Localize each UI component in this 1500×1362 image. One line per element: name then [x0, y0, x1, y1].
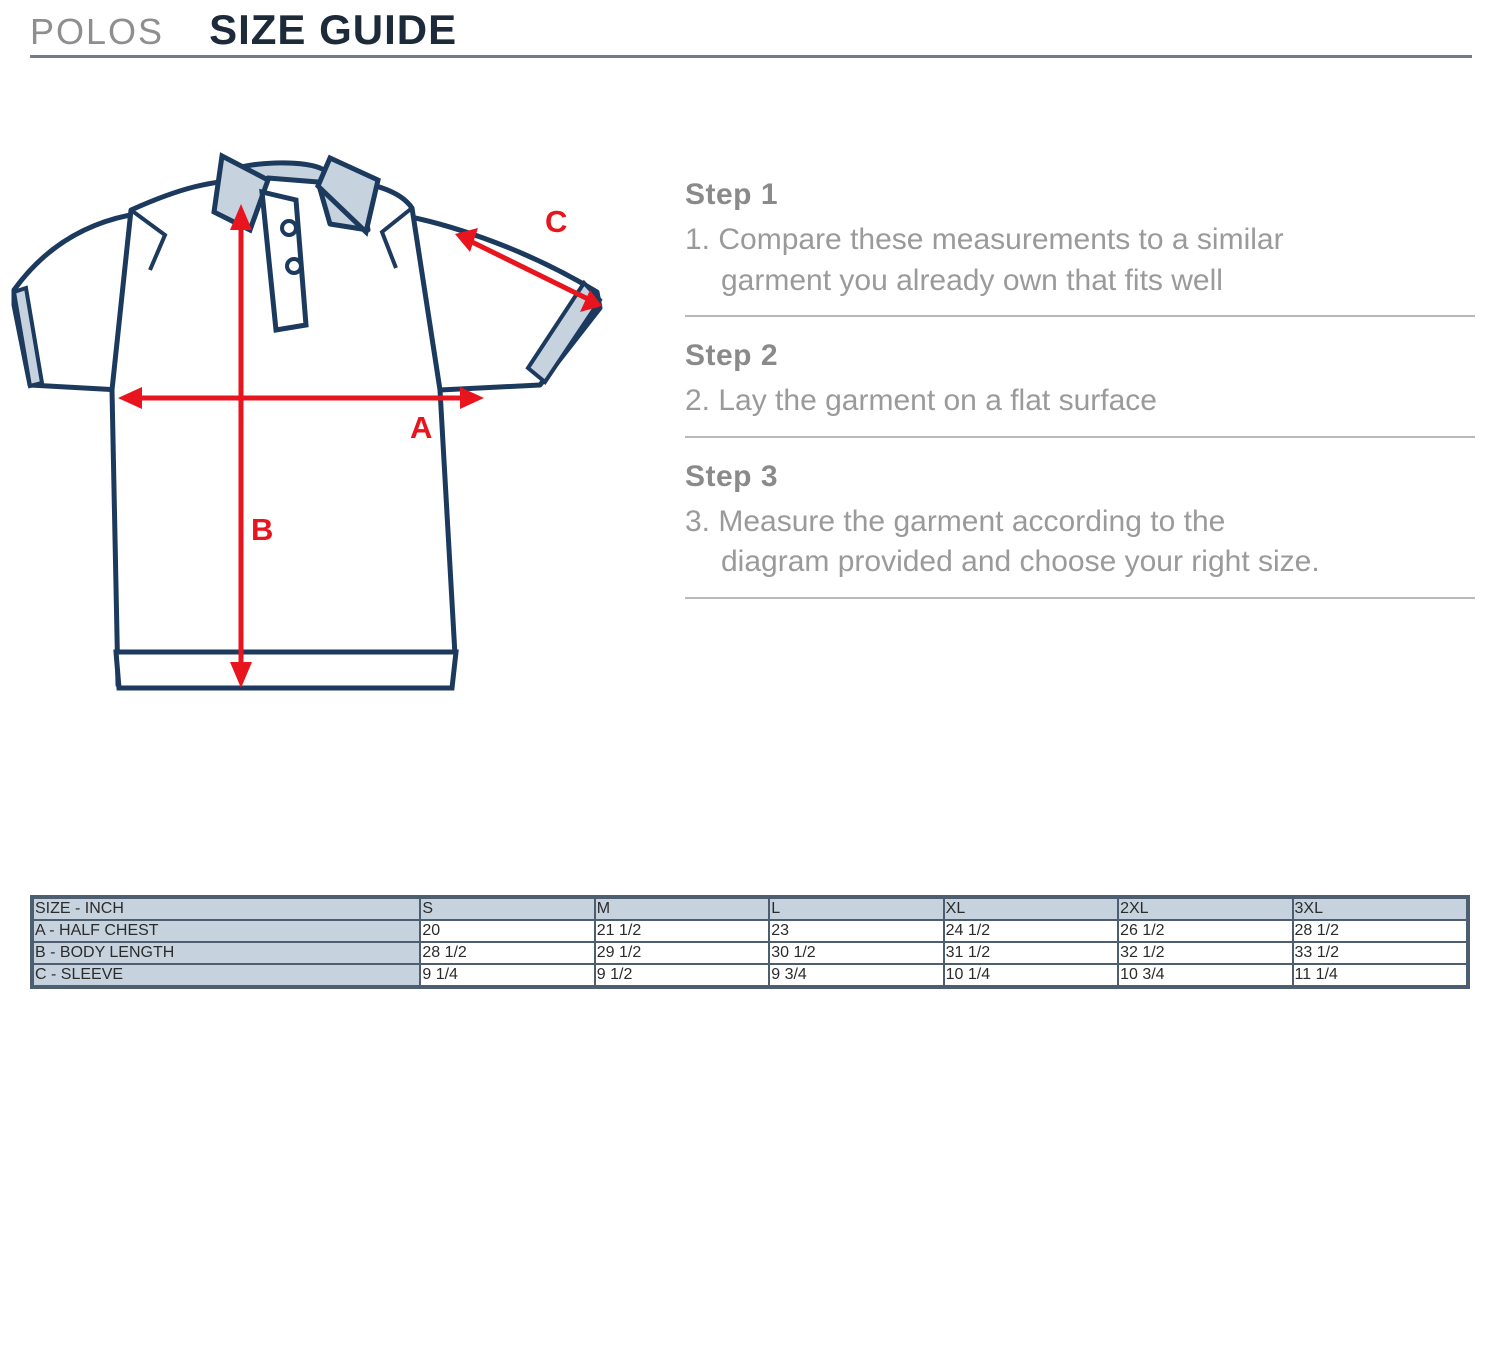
step-2 [685, 339, 1475, 438]
cell-half-chest-xl: 24 1/2 [944, 920, 1118, 942]
step-1-line-1: 1. Compare these measurements to a similar [685, 223, 1284, 256]
table-header-s: S [420, 898, 594, 920]
header-category: POLOS [30, 11, 165, 52]
button-top [282, 221, 296, 235]
header-divider [30, 55, 1472, 58]
row-label-body-length: B - BODY LENGTH [33, 942, 420, 964]
size-table [32, 897, 1468, 987]
cell-half-chest-l: 23 [769, 920, 943, 942]
table-header-row [33, 898, 1467, 920]
step-3-title: Step 3 [685, 459, 779, 493]
cell-sleeve-s: 9 1/4 [420, 964, 594, 986]
table-row [33, 942, 1467, 964]
step-2-line-1: 2. Lay the garment on a flat surface [685, 384, 1157, 417]
row-label-half-chest: A - HALF CHEST [33, 920, 420, 942]
cell-sleeve-m: 9 1/2 [595, 964, 769, 986]
size-table-wrapper [30, 895, 1470, 989]
measure-c-label: C [545, 204, 568, 239]
table-header-size-inch: SIZE - INCH [33, 898, 420, 920]
page-header [30, 6, 1470, 54]
cell-half-chest-3xl: 28 1/2 [1293, 920, 1467, 942]
cell-body-length-xl: 31 1/2 [944, 942, 1118, 964]
step-2-title: Step 2 [685, 339, 779, 372]
cell-body-length-s: 28 1/2 [420, 942, 594, 964]
step-2-text [685, 381, 1475, 422]
cell-half-chest-2xl: 26 1/2 [1118, 920, 1292, 942]
table-header-l: L [769, 898, 943, 920]
table-row [33, 964, 1467, 986]
cell-sleeve-l: 9 3/4 [769, 964, 943, 986]
cell-sleeve-2xl: 10 3/4 [1118, 964, 1292, 986]
step-1-text [685, 220, 1475, 301]
table-row [33, 920, 1467, 942]
row-label-sleeve: C - SLEEVE [33, 964, 420, 986]
cell-body-length-l: 30 1/2 [769, 942, 943, 964]
cell-sleeve-xl: 10 1/4 [944, 964, 1118, 986]
table-header-xl: XL [944, 898, 1118, 920]
button-bottom [287, 259, 301, 273]
cell-body-length-m: 29 1/2 [595, 942, 769, 964]
cell-half-chest-s: 20 [420, 920, 594, 942]
cell-body-length-3xl: 33 1/2 [1293, 942, 1467, 964]
step-3-text [685, 502, 1475, 583]
hem-band [116, 652, 456, 688]
cell-sleeve-3xl: 11 1/4 [1293, 964, 1467, 986]
step-1-line-2: garment you already own that fits well [721, 263, 1223, 297]
page-title: SIZE GUIDE [209, 6, 458, 53]
step-3-line-1: 3. Measure the garment according to the [685, 504, 1226, 538]
step-3-line-2: diagram provided and choose your right size. [721, 545, 1320, 578]
table-header-3xl: 3XL [1293, 898, 1467, 920]
table-header-2xl: 2XL [1118, 898, 1292, 920]
table-header-m: M [595, 898, 769, 920]
measure-b-label: B [251, 512, 274, 547]
shirt-diagram [0, 140, 660, 740]
cell-half-chest-m: 21 1/2 [595, 920, 769, 942]
step-1-title: Step 1 [685, 178, 779, 211]
steps-panel [685, 178, 1475, 621]
step-1 [685, 178, 1475, 317]
cell-body-length-2xl: 32 1/2 [1118, 942, 1292, 964]
measure-a-label: A [410, 410, 433, 445]
step-3 [685, 460, 1475, 599]
